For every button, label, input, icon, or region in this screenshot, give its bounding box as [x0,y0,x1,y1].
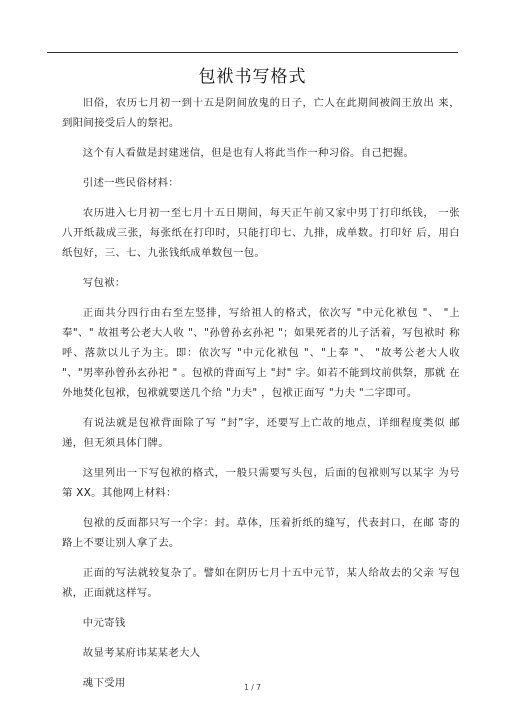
paragraph: 这个有人看做是封建迷信，但是也有人将此当作一种习俗。自己把握。 [82,147,415,159]
paragraph: 农历进入七月初一至七月十五日期间，每天正午前又家中男丁打印纸钱， 一张八开纸裁成三张，每张纸在打印时，只能打印七、九排，成单数。打印好 后，用白纸包好，三、七、九张钱纸成单数包一包。 [62,207,460,259]
paragraph: 正面的写法就较复杂了。譬如在阴历七月十五中元节，某人给故去的父亲 写包袱，正面就这样写。 [62,567,460,599]
paragraph: 这里列出一下写包袱的格式，一般只需要写头包，后面的包袱则写以某字 为号第 XX。其他网上材料： [62,467,460,499]
paragraph: 旧俗，农历七月初一到十五是阴间放鬼的日子，亡人在此期间被阎王放出 来，到阳间接受后人的祭祀。 [62,97,460,129]
header-rule [47,52,458,53]
paragraph: 引述一些民俗材料： [82,177,180,189]
page-number: 1 / 7 [244,683,261,692]
paragraph: 正面共分四行由右至左竖排，写给祖人的格式，依次写 "中元化袱包 "、 "上 奉"、" 故祖考公老大人收 "、"孙曾孙玄孙祀 "；如果死者的儿子活着，写包袱时 称呼、落款以儿子为主。即：依次写 "中元化袱包 "、"上奉 "、 "故考公老大人收 "、"男率孙曾孙玄孙祀 " 。包袱的背面写上 "封" 字。如若不能到坟前供祭，那就 在外地焚化包袱，包袱就要送几个给 "力夫" ，包袱正面写 "力夫 "二字即可。 [62,307,460,399]
paragraph: 包袱的反面都只写一个字：封。草体，压着折纸的缝写，代表封口，在邮 寄的路上不要让别人拿了去。 [62,517,460,549]
paragraph: 魂下受用 [82,677,126,689]
paragraph: 写包袱： [82,277,126,289]
document-body [62,93,460,703]
paragraph: 有说法就是包袱背面除了写 “封”字，还要写上亡故的地点，详细程度类似 邮递，但无须具体门牌。 [62,417,460,449]
paragraph: 故显考某府讳某某老大人 [82,647,201,659]
paragraph: 中元寄钱 [82,617,126,629]
page-title: 包袱书写格式 [198,67,307,87]
